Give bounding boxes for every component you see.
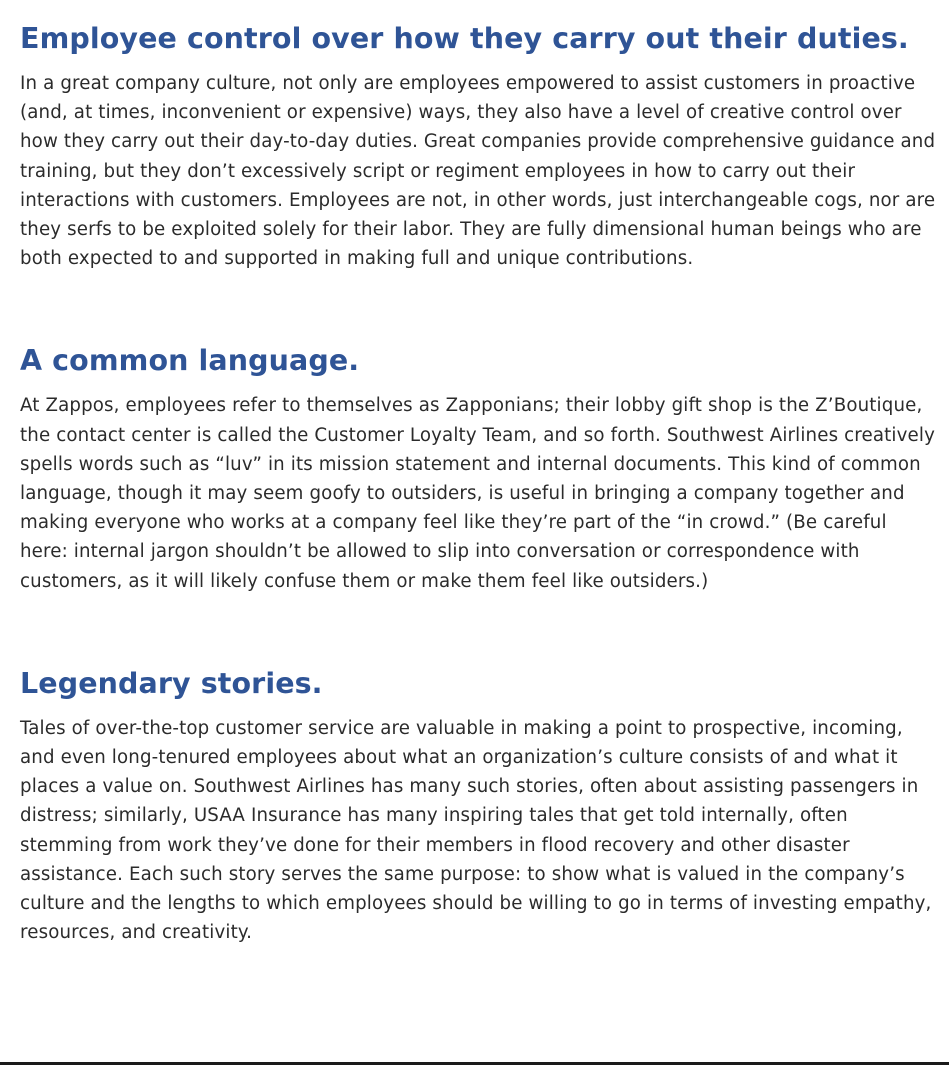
section-body: In a great company culture, not only are employees empowered to assist customers in proactive (and, at times, inconvenient or expensive) ways, they also have a level of creative control over how they carry out their day-to-day duties. Great companies provide comprehensive guidance and training, but they don’t excessively script or regiment employees in how to carry out their interactions with customers. Employees are not, in other words, just interchangeable cogs, nor are they serfs to be exploited solely for their labor. They are fully dimensional human beings who are both expected to and supported in making full and unique contributions. bbox=[20, 73, 936, 270]
section-heading: A common language. bbox=[20, 344, 360, 378]
section-employee-control bbox=[20, 18, 940, 273]
section-heading: Legendary stories. bbox=[20, 666, 323, 700]
section-heading: Employee control over how they carry out their duties. bbox=[20, 22, 909, 55]
section-common-language bbox=[20, 340, 940, 595]
section-body: At Zappos, employees refer to themselves as Zapponians; their lobby gift shop is the Z’Boutique, the contact center is called the Customer Loyalty Team, and so forth. Southwest Airlines creatively spells words such as “luv” in its mission statement and internal documents. This kind of common language, though it may seem goofy to outsiders, is useful in bringing a company together and making everyone who works at a company feel like they’re part of the “in crowd.” (Be careful here: internal jargon shouldn’t be allowed to slip into conversation or correspondence with customers, as it will likely confuse them or make them feel like outsiders.) bbox=[20, 395, 935, 592]
section-legendary-stories bbox=[20, 663, 940, 948]
section-body: Tales of over-the-top customer service are valuable in making a point to prospective, incoming, and even long-tenured employees about what an organization’s culture consists of and what it places a value on. Southwest Airlines has many such stories, often about assisting passengers in distress; similarly, USAA Insurance has many inspiring tales that get told internally, often stemming from work they’ve done for their members in flood recovery and other disaster assistance. Each such story serves the same purpose: to show what is valued in the company’s culture and the lengths to which employees should be willing to go in terms of investing empathy, resources, and creativity. bbox=[20, 717, 932, 944]
article-content bbox=[20, 18, 940, 947]
